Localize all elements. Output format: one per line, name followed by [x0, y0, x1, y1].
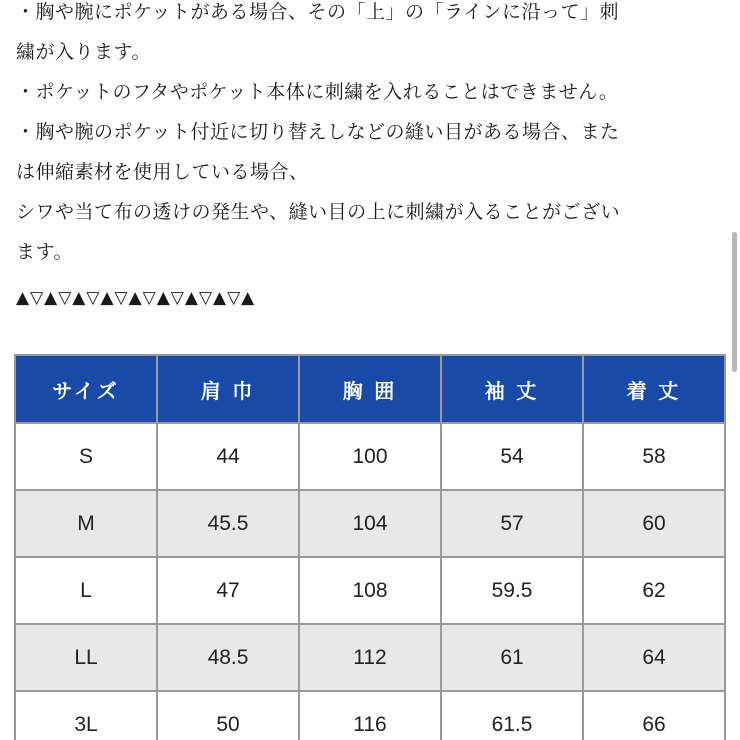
cell-sleeve-length: 61 — [441, 624, 583, 691]
cell-size: 3L — [15, 691, 157, 740]
table-row — [15, 557, 725, 624]
cell-chest: 112 — [299, 624, 441, 691]
cell-size: S — [15, 423, 157, 490]
header-shoulder-width: 肩 巾 — [157, 355, 299, 423]
table-row — [15, 624, 725, 691]
header-body-length: 着 丈 — [583, 355, 725, 423]
cell-body-length: 60 — [583, 490, 725, 557]
cell-shoulder-width: 48.5 — [157, 624, 299, 691]
size-table — [14, 354, 726, 740]
header-chest: 胸 囲 — [299, 355, 441, 423]
table-row — [15, 490, 725, 557]
note-line: ・胸や腕にポケットがある場合、その「上」の「ラインに沿って」刺 — [16, 1, 619, 23]
table-row — [15, 691, 725, 740]
cell-shoulder-width: 45.5 — [157, 490, 299, 557]
note-line: ・ポケットのフタやポケット本体に刺繍を入れることはできません。 — [16, 81, 619, 103]
scrollbar[interactable] — [732, 232, 737, 372]
cell-size: L — [15, 557, 157, 624]
cell-size: M — [15, 490, 157, 557]
triangle-divider: ▲▽▲▽▲▽▲▽▲▽▲▽▲▽▲▽▲ — [16, 288, 256, 308]
cell-shoulder-width: 47 — [157, 557, 299, 624]
note-line: 繍が入ります。 — [16, 41, 151, 63]
note-line: ・胸や腕のポケット付近に切り替えしなどの縫い目がある場合、また — [16, 121, 620, 143]
table-header-row — [15, 355, 725, 423]
cell-chest: 108 — [299, 557, 441, 624]
cell-shoulder-width: 44 — [157, 423, 299, 490]
cell-sleeve-length: 57 — [441, 490, 583, 557]
cell-chest: 116 — [299, 691, 441, 740]
cell-body-length: 58 — [583, 423, 725, 490]
note-line: は伸縮素材を使用している場合、 — [16, 161, 309, 183]
cell-sleeve-length: 59.5 — [441, 557, 583, 624]
cell-sleeve-length: 54 — [441, 423, 583, 490]
note-line: ます。 — [16, 241, 73, 263]
note-line: シワや当て布の透けの発生や、縫い目の上に刺繍が入ることがござい — [16, 201, 621, 223]
cell-size: LL — [15, 624, 157, 691]
cell-body-length: 66 — [583, 691, 725, 740]
cell-sleeve-length: 61.5 — [441, 691, 583, 740]
cell-body-length: 64 — [583, 624, 725, 691]
table-row — [15, 423, 725, 490]
header-size: サイズ — [15, 355, 157, 423]
cell-body-length: 62 — [583, 557, 725, 624]
cell-chest: 100 — [299, 423, 441, 490]
cell-shoulder-width: 50 — [157, 691, 299, 740]
header-sleeve-length: 袖 丈 — [441, 355, 583, 423]
cell-chest: 104 — [299, 490, 441, 557]
embroidery-notes — [16, 0, 728, 272]
